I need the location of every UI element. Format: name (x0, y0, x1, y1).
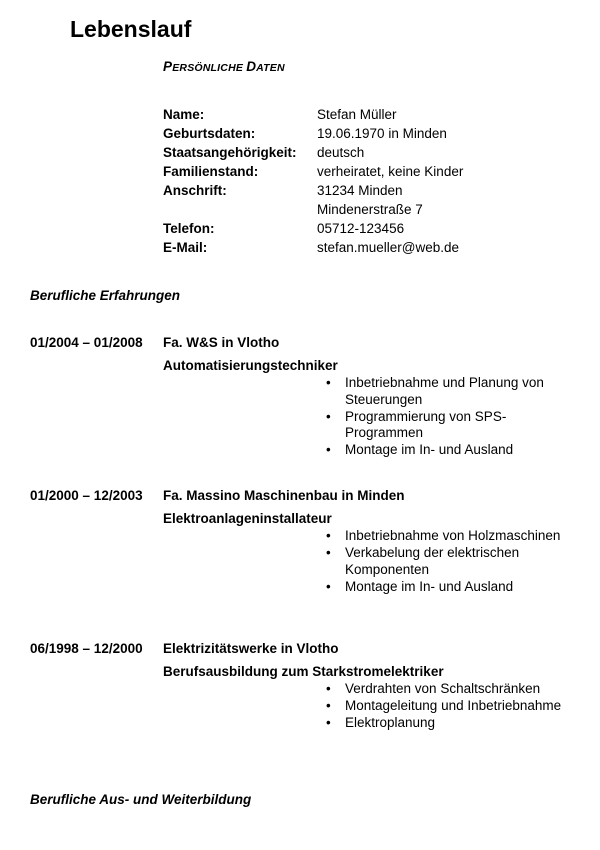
experience-heading: Berufliche Erfahrungen (30, 288, 181, 303)
pd-label (163, 200, 317, 219)
pd-value: Mindenerstraße 7 (317, 202, 423, 217)
heading-letter-p: P (163, 59, 173, 74)
job-bullet: • Inbetriebnahme von Holzmaschinen (326, 528, 566, 545)
pd-value: deutsch (317, 145, 365, 160)
job-bullet: • Montageleitung und Inbetriebnahme (326, 698, 566, 715)
job-role: Berufsausbildung zum Starkstromelektriker (163, 664, 444, 679)
pd-row-address-2 (163, 200, 463, 219)
personal-data-table (163, 105, 463, 257)
job-company: Fa. W&S in Vlotho (163, 335, 280, 350)
pd-value: verheiratet, keine Kinder (317, 164, 464, 179)
job-company: Elektrizitätswerke in Vlotho (163, 641, 339, 656)
pd-label: Geburtsdaten: (163, 126, 256, 141)
education-heading: Berufliche Aus- und Weiterbildung (30, 792, 252, 807)
pd-value: 19.06.1970 in Minden (317, 126, 447, 141)
job-bullet: • Elektroplanung (326, 715, 566, 732)
pd-label: Telefon: (163, 221, 215, 236)
page-title: Lebenslauf (70, 16, 192, 42)
pd-value: stefan.mueller@web.de (317, 240, 460, 255)
personal-data-heading (163, 59, 285, 74)
job-bullet-list (326, 681, 566, 732)
job-bullet: • Inbetriebnahme und Planung von Steuerungen (326, 375, 566, 408)
pd-label: E-Mail: (163, 240, 208, 255)
job-bullet: • Montage im In- und Ausland (326, 579, 566, 596)
heading-letter-d: D (246, 59, 257, 74)
job-company: Fa. Massino Maschinenbau in Minden (163, 488, 405, 503)
pd-value: 05712-123456 (317, 221, 405, 236)
job-date: 01/2000 – 12/2003 (30, 488, 143, 503)
pd-row-email (163, 238, 463, 257)
job-role: Elektroanlageninstallateur (163, 511, 332, 526)
job-role: Automatisierungstechniker (163, 358, 338, 373)
pd-row-nationality (163, 143, 463, 162)
pd-row-family (163, 162, 463, 181)
pd-label: Anschrift: (163, 183, 227, 198)
pd-label: Staatsangehörigkeit: (163, 145, 297, 160)
pd-row-birth (163, 124, 463, 143)
pd-row-address (163, 181, 463, 200)
job-bullet-list (326, 528, 566, 596)
pd-label: Name: (163, 107, 205, 122)
pd-value: 31234 Minden (317, 183, 403, 198)
pd-row-name (163, 105, 463, 124)
job-date: 06/1998 – 12/2000 (30, 641, 143, 656)
job-bullet: • Verdrahten von Schaltschränken (326, 681, 566, 698)
job-bullet: • Montage im In- und Ausland (326, 442, 566, 459)
heading-part-1: ERSÖNLICHE (172, 62, 247, 74)
pd-label: Familienstand: (163, 164, 259, 179)
job-bullet: • Verkabelung der elektrischen Komponenten (326, 545, 566, 578)
pd-row-phone (163, 219, 463, 238)
heading-part-2: ATEN (256, 62, 285, 74)
job-bullet: • Programmierung von SPS-Programmen (326, 409, 566, 442)
pd-value: Stefan Müller (317, 107, 397, 122)
job-date: 01/2004 – 01/2008 (30, 335, 143, 350)
job-bullet-list (326, 375, 566, 459)
